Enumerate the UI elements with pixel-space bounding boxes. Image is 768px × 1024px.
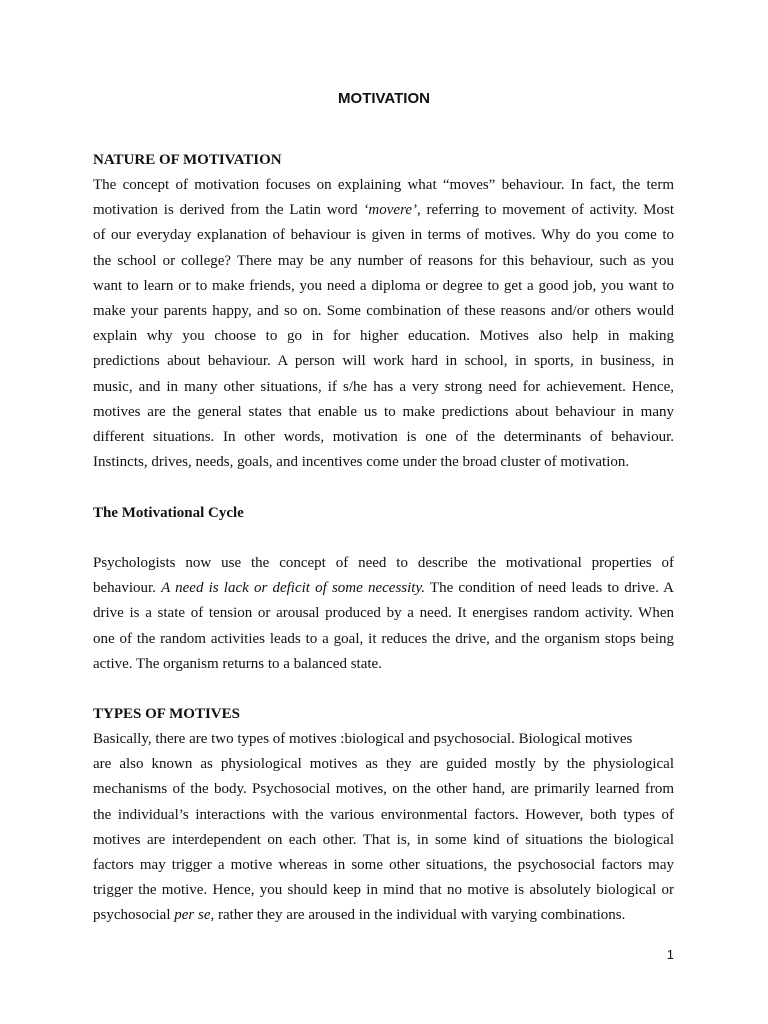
text-line: Psychologists now use the concept of need to describe the motivational properties of: [93, 555, 674, 571]
text-line: motives are the general states that enable us to make predictions about behaviour in many: [93, 403, 674, 420]
paragraph-types-of-motives: [93, 727, 674, 929]
section-heading-nature: NATURE OF MOTIVATION: [93, 152, 282, 168]
text-line: the individual’s interactions with the various environmental factors. However, both types of: [93, 806, 674, 823]
latin-term: ‘movere’: [363, 202, 417, 219]
text-line: The concept of motivation focuses on explaining what “moves” behaviour. In fact, the term: [93, 177, 674, 193]
per-se-term: per se: [174, 907, 211, 924]
text-line: predictions about behaviour. A person will work hard in school, in sports, in business, in: [93, 353, 674, 370]
text-line: factors may trigger a motive whereas in some other situations, the psychosocial factors may: [93, 857, 674, 874]
text-line: want to learn or to make friends, you need a diploma or degree to get a good job, you want to: [93, 277, 674, 294]
text-line: motives are interdependent on each other. That is, in some kind of situations the biological: [93, 831, 674, 848]
text-line: Basically, there are two types of motives :biological and psychosocial. Biological motives: [93, 731, 633, 747]
text-line: behaviour. A need is lack or deficit of some necessity. The condition of need leads to drive. A: [93, 580, 674, 597]
text-line: trigger the motive. Hence, you should keep in mind that no motive is absolutely biological or: [93, 882, 674, 899]
text-line: make your parents happy, and so on. Some combination of these reasons and/or others would: [93, 303, 674, 320]
page-number: 1: [666, 947, 674, 962]
text-line: drive is a state of tension or arousal produced by a need. It energises random activity. When: [93, 605, 674, 622]
text-line: Instincts, drives, needs, goals, and incentives come under the broad cluster of motivation.: [93, 454, 630, 471]
section-heading-types-of-motives: TYPES OF MOTIVES: [93, 706, 240, 722]
text-line: motivation is derived from the Latin word ‘movere’, referring to movement of activity. Most: [93, 202, 674, 219]
paragraph-nature: [93, 173, 674, 475]
text-line: the school or college? There may be any number of reasons for this behaviour, such as you: [93, 252, 674, 269]
text-line: active. The organism returns to a balanced state.: [93, 655, 382, 672]
text-line: one of the random activities leads to a goal, it reduces the drive, and the organism stops being: [93, 630, 674, 647]
page-title: MOTIVATION: [338, 90, 430, 107]
text-line: psychosocial per se, rather they are aroused in the individual with varying combinations.: [93, 907, 626, 924]
text-line: music, and in many other situations, if s/he has a very strong need for achievement. Hence,: [93, 378, 674, 395]
text-line: of our everyday explanation of behaviour is given in terms of motives. Why do you come to: [93, 227, 674, 244]
section-heading-motivational-cycle: The Motivational Cycle: [93, 505, 244, 521]
text-line: mechanisms of the body. Psychosocial motives, on the other hand, are primarily learned from: [93, 781, 674, 798]
text-line: explain why you choose to go in for higher education. Motives also help in making: [93, 328, 674, 345]
text-line: are also known as physiological motives as they are guided mostly by the physiological: [93, 756, 674, 773]
paragraph-motivational-cycle: [93, 551, 674, 677]
text-line: different situations. In other words, motivation is one of the determinants of behaviour.: [93, 429, 674, 446]
need-definition: A need is lack or deficit of some necessity.: [161, 580, 426, 597]
